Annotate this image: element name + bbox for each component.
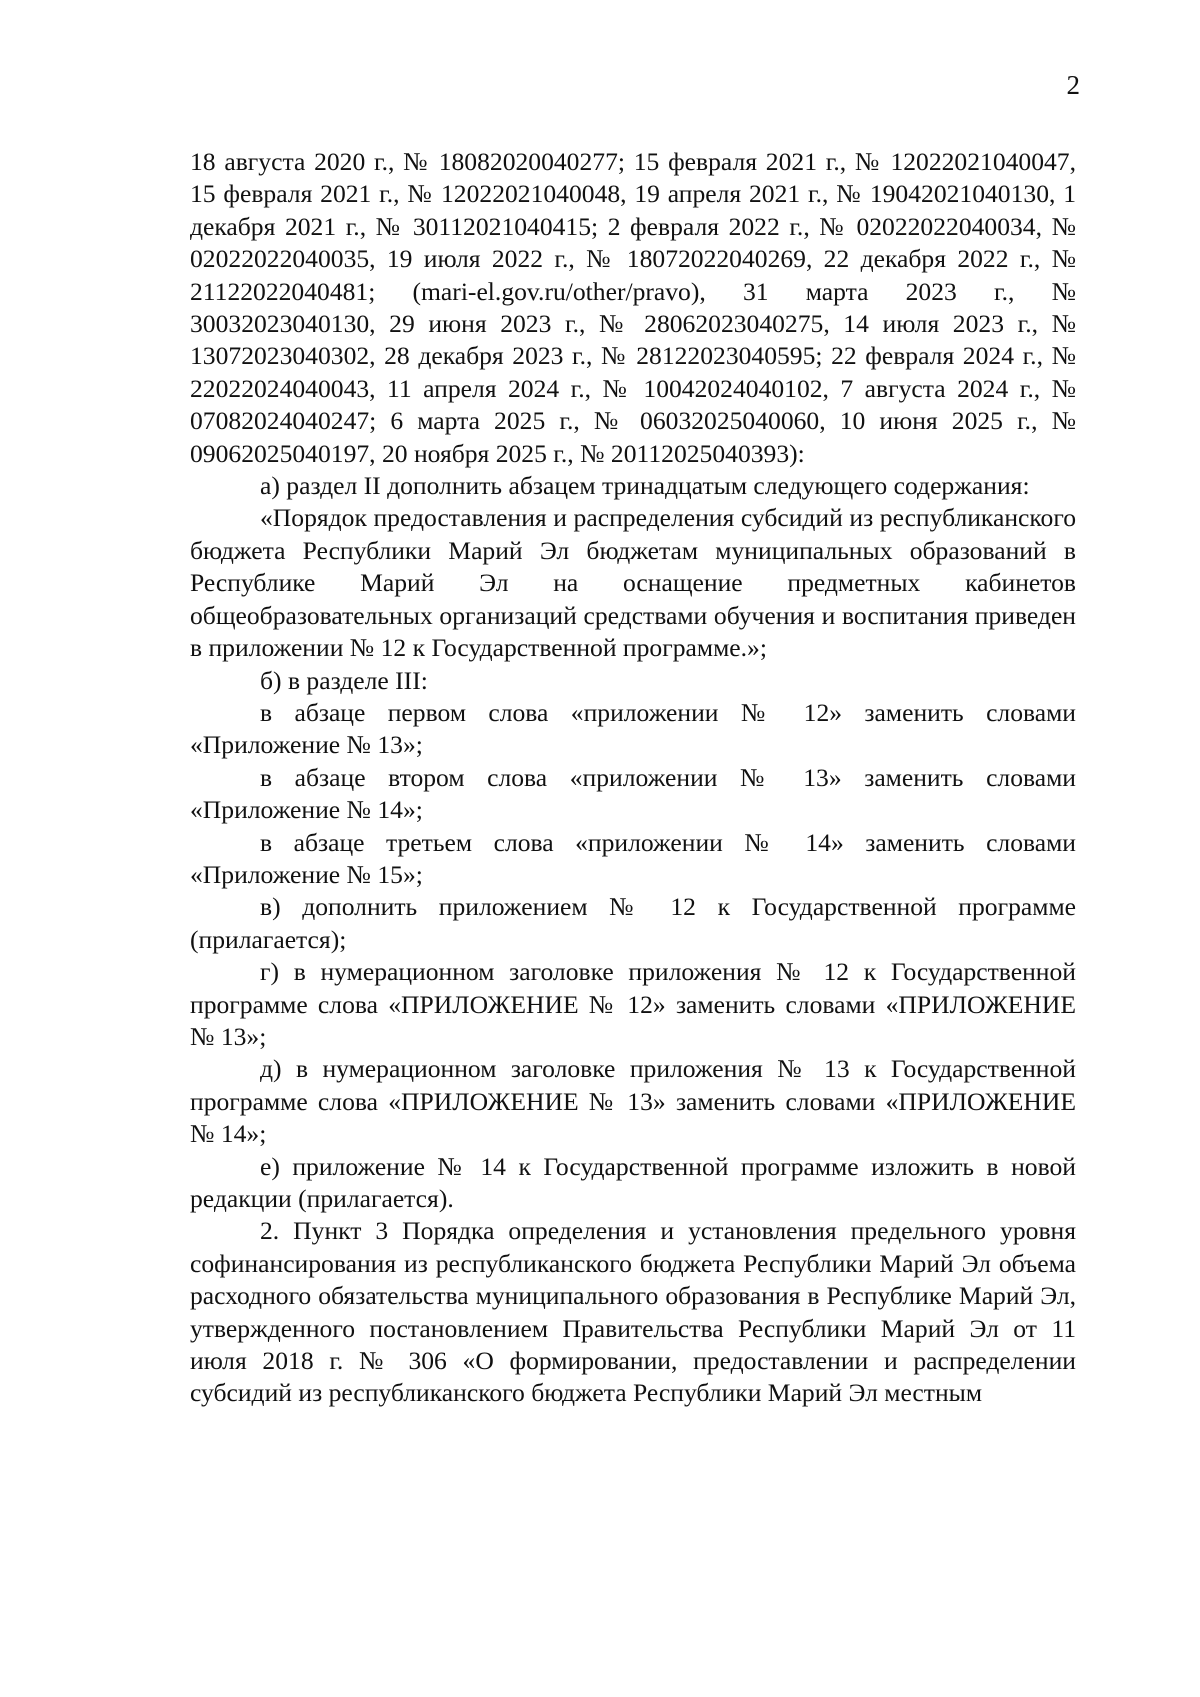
paragraph-dates-list: 18 августа 2020 г., № 18082020040277; 15 февраля 2021 г., № 12022021040047, 15 февраля 2021 г., № 12022021040048, 19 апреля 2021 г., № 19042021040130, 1 декабря 2021 г., № 30112021040415; 2 февраля 2022 г., № 02022022040034, № 02022022040035, 19 июля 2022 г., № 18072022040269, 22 декабря 2022 г., № 21122022040481; (mari-el.gov.ru/other/pravo), 31 марта 2023 г., № 30032023040130, 29 июня 2023 г., № 28062023040275, 14 июля 2023 г., № 13072023040302, 28 декабря 2023 г., № 28122023040595; 22 февраля 2024 г., № 22022024040043, 11 апреля 2024 г., № 10042024040102, 7 августа 2024 г., № 07082024040247; 6 марта 2025 г., № 06032025040060, 10 июня 2025 г., № 09062025040197, 20 ноября 2025 г., № 20112025040393): (190, 147, 1076, 468)
document-body (190, 146, 1076, 1410)
paragraph-first-abzac: в абзаце первом слова «приложении № 12» заменить словами «Приложение № 13»; (190, 697, 1076, 760)
paragraph-second-abzac: в абзаце втором слова «приложении № 13» заменить словами «Приложение № 14»; (190, 762, 1076, 825)
paragraph-third-abzac: в абзаце третьем слова «приложении № 14» заменить словами «Приложение № 15»; (190, 827, 1076, 889)
paragraph-item-e: е) приложение № 14 к Государственной программе изложить в новой редакции (прилагается). (190, 1151, 1076, 1213)
paragraph-item-b: б) в разделе III: (260, 665, 428, 695)
paragraph-item-d: д) в нумерационном заголовке приложения № 13 к Государственной программе слова «ПРИЛОЖЕНИЕ № 13» заменить словами «ПРИЛОЖЕНИЕ № 14»; (190, 1054, 1076, 1149)
paragraph-point-2: 2. Пункт 3 Порядка определения и установления предельного уровня софинансирования из республиканского бюджета Республики Марий Эл объема расходного обязательства муниципального образования в Республике Марий Эл, утвержденного постановлением Правительства Республики Марий Эл от 11 июля 2018 г. № 306 «О формировании, предоставлении и распределении субсидий из республиканского бюджета Республики Марий Эл местным (190, 1216, 1076, 1408)
paragraph-quoted-procedure: «Порядок предоставления и распределения субсидий из республиканского бюджета Республики Марий Эл бюджетам муниципальных образований в Республике Марий Эл на оснащение предметных кабинетов общеобразовательных организаций средствами обучения и воспитания приведен в приложении № 12 к Государственной программе.»; (190, 503, 1076, 663)
paragraph-item-v: в) дополнить приложением № 12 к Государственной программе (прилагается); (190, 892, 1076, 954)
page-number: 2 (1066, 70, 1080, 100)
paragraph-item-a: а) раздел II дополнить абзацем тринадцатым следующего содержания: (260, 471, 1030, 501)
paragraph-item-g: г) в нумерационном заголовке приложения № 12 к Государственной программе слова «ПРИЛОЖЕНИЕ № 12» заменить словами «ПРИЛОЖЕНИЕ № 13»; (190, 957, 1076, 1051)
